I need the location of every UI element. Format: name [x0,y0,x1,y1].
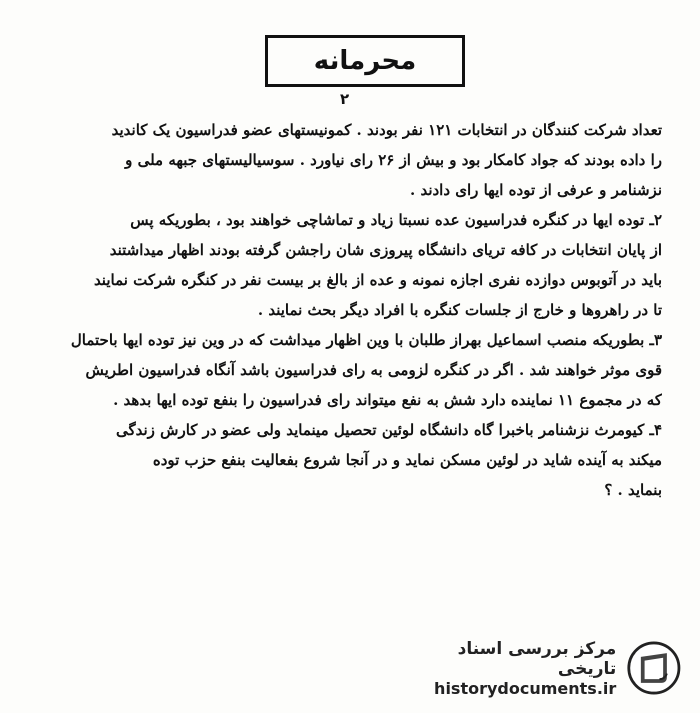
logo-name: مرکز بررسی اسناد تاریخی [457,638,617,679]
text-line: نزشنامر و عرفی از توده ایها رای دادند . [410,181,662,199]
text-line: ۳ـ بطوریکه منصب اسماعیل بهراز طلبان با وین اظهار میداشت که در وین نیز توده ایها باحتمال [70,331,662,349]
document-body [52,115,662,505]
scroll-logo-icon [626,639,682,697]
watermark-logo [402,635,682,701]
text-line: که در مجموع ۱۱ نماینده دارد شش به نفع میتواند رای فدراسیون را بنفع توده ایها بدهد . [113,391,662,409]
text-line: تعداد شرکت کنندگان در انتخابات ۱۲۱ نفر بودند . کمونیستهای عضو فدراسیون یک کاندید [111,121,662,139]
page-marker: ۲ [340,90,350,108]
text-line: قوی موثر خواهند شد . اگر در کنگره لزومی به رای فدراسیون باشد آنگاه فدراسیون اطریش [85,361,662,379]
text-line: ۴ـ کیومرث نزشنامر باخبرا گاه دانشگاه لوئین تحصیل مینماید ولی عضو در کارش زندگی [115,421,662,439]
text-line: تا در راهروها و خارج از جلسات کنگره با افراد دیگر بحث نمایند . [257,301,662,319]
text-line: از پایان انتخابات در کافه تریای دانشگاه پیروزی شان راجشن گرفته بودند اظهار میداشتند [109,241,662,259]
logo-site: historydocuments.ir [434,678,617,698]
text-line: بنماید . ؟ [604,481,662,499]
text-line: ۲ـ توده ایها در کنگره فدراسیون عده نسبتا زیاد و تماشاچی خواهند بود ، بطوریکه پس [130,211,662,229]
text-line: را داده بودند که جواد کامکار بود و بیش از ۲۶ رای نیاورد . سوسیالیستهای جبهه ملی و [125,151,662,169]
stamp-text: محرمانه [313,46,417,76]
confidential-stamp [265,35,465,87]
text-line: باید در آتوبوس دوازده نفری اجازه نمونه و عده از بالغ بر بیست نفر در کنگره شرکت نمایند [93,271,662,289]
text-line: میکند به آینده شاید در لوئین مسکن نماید و در آنجا شروع بفعالیت بنفع حزب توده [152,451,662,469]
